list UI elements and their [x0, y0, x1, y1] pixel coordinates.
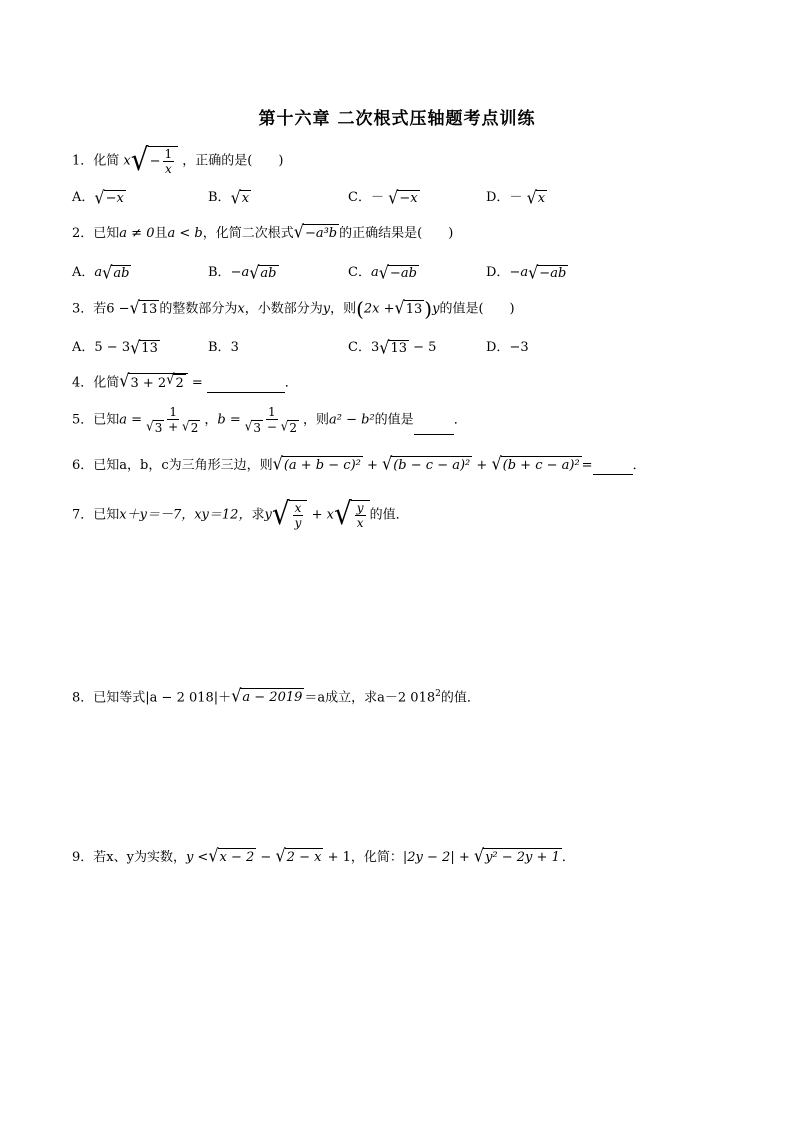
q3-option-c[interactable]: C．3 √ 13 − 5: [348, 336, 437, 358]
question-5: 5．已知a = 1 √ 3 + √ 2 ，b = 1 √ 3 − √ 2 ，则a² − b²的值是 ．: [72, 405, 467, 435]
question-2: 2．已知a ≠ 0且a < b，化简二次根式 √ −a³b 的正确结果是( ): [72, 220, 454, 242]
q1-radical: √ − $\frac{1}{x}$: [131, 146, 178, 176]
question-1: [72, 141, 284, 178]
q1-var: x: [123, 153, 131, 169]
q1-option-d[interactable]: D．－ √ x: [486, 186, 546, 208]
q5-answer-blank[interactable]: [414, 434, 454, 435]
q2-option-a[interactable]: A．a √ ab: [72, 261, 130, 283]
page-title: 第十六章 二次根式压轴题考点训练: [258, 109, 536, 129]
q1-tail: ，正确的是( ): [182, 153, 284, 169]
q2-option-d[interactable]: D．−a √ −ab: [486, 261, 567, 283]
q3-option-d[interactable]: D．−3: [486, 340, 529, 355]
q2-option-c[interactable]: C．a √ −ab: [348, 261, 417, 283]
question-4: 4．化简 √ 3 + 2 √ 2 = ．: [72, 369, 298, 391]
question-7: 7．已知x＋y＝－7，xy＝12，求y √ $\frac{x}{y}$ + x √ $\frac{y}{x}$ 的值．: [72, 495, 409, 532]
question-6: 6．已知a，b，c为三角形三边，则 √ (a + b − c)² + √ (b − c − a)² + √ (b + c − a)² = ．: [72, 452, 646, 474]
q3-option-b[interactable]: B．3: [208, 340, 239, 355]
question-9: 9．若x、y为实数，y < √ x − 2 − √ 2 − x + 1，化简：|2y − 2| + √ y² − 2y + 1 ．: [72, 844, 575, 866]
q1-option-c[interactable]: C．－ √ −x: [348, 186, 418, 208]
q3-option-a[interactable]: A．5 − 3 √ 13: [72, 336, 158, 358]
q4-answer-blank[interactable]: [207, 392, 285, 393]
question-8: 8．已知等式|a − 2 018|＋ √ a − 2019 ＝a成立，求a－2 $018^2$的值．: [72, 685, 480, 707]
q6-answer-blank[interactable]: [593, 474, 633, 475]
question-3: 3．若6 − √ 13 的整数部分为x，小数部分为y，则(2x + √ 13 )y的值是( ): [72, 296, 515, 321]
q1-number: 1．化简: [72, 153, 120, 169]
q2-option-b[interactable]: B．−a √ ab: [208, 261, 277, 283]
q1-option-b[interactable]: B． √ x: [208, 186, 250, 208]
q1-option-a[interactable]: A． √ −x: [72, 186, 124, 208]
